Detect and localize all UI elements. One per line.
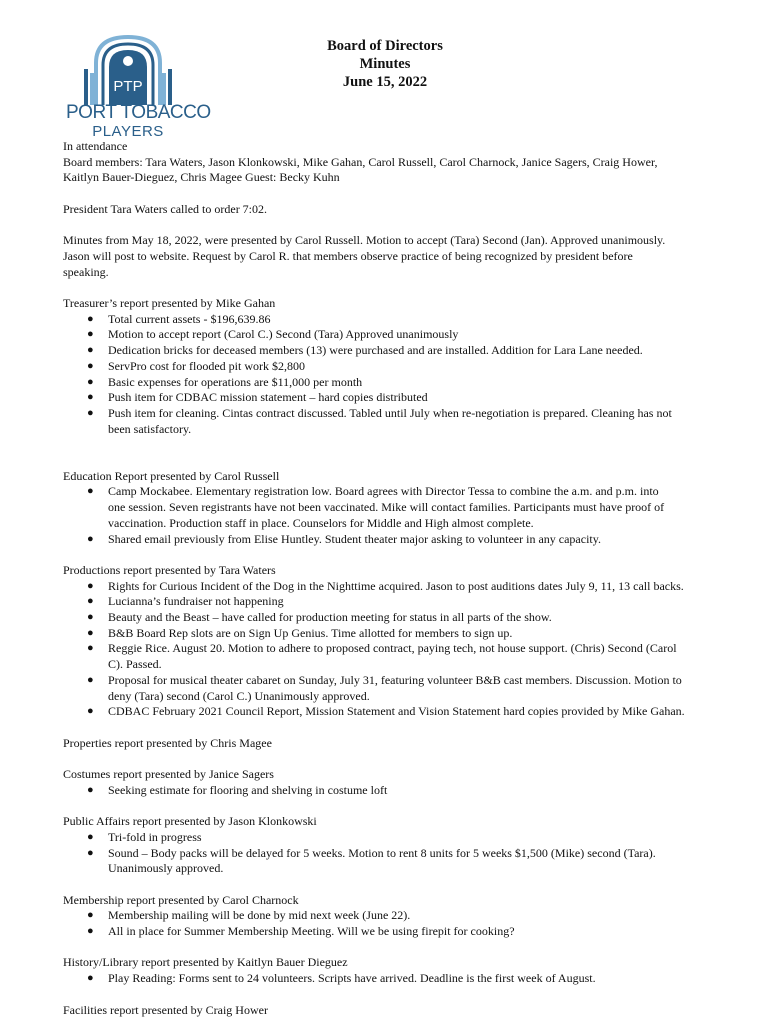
costumes-heading: Costumes report presented by Janice Sagers — [63, 767, 274, 782]
bullet-line: Unanimously approved. — [108, 861, 224, 876]
bullet-icon: ● — [87, 359, 94, 372]
bullet-icon: ● — [87, 972, 94, 985]
bullet-item — [63, 626, 723, 642]
bullet-item — [63, 406, 723, 437]
bullet-item — [63, 327, 723, 343]
bullet-item — [63, 924, 723, 940]
bullet-icon: ● — [87, 344, 94, 357]
treasurer-heading: Treasurer’s report presented by Mike Gahan — [63, 295, 276, 310]
bullet-icon: ● — [87, 595, 94, 608]
bullet-item — [63, 846, 723, 877]
minutes-line: Jason will post to website. Request by Carol R. that members observe practice of being recognized by president before — [63, 248, 633, 263]
bullet-item — [63, 484, 723, 531]
bullet-line: Total current assets - $196,639.86 — [108, 311, 271, 326]
bullet-icon: ● — [87, 642, 94, 655]
bullet-item — [63, 359, 723, 375]
bullet-icon: ● — [87, 532, 94, 545]
bullet-icon: ● — [87, 391, 94, 404]
bullet-icon: ● — [87, 375, 94, 388]
document-header — [260, 37, 510, 91]
bullet-line: ServPro cost for flooded pit work $2,800 — [108, 358, 305, 373]
bullet-item — [63, 971, 723, 987]
treasurer-list — [63, 312, 723, 438]
properties-heading: Properties report presented by Chris Magee — [63, 735, 272, 750]
bullet-line: Lucianna’s fundraiser not happening — [108, 594, 284, 609]
bullet-line: Beauty and the Beast – have called for production meeting for status in all parts of the show. — [108, 610, 552, 625]
bullet-line: one session. Seven registrants have not been vaccinated. Mike will contact families. Participants must have proof of — [108, 500, 665, 515]
bullet-icon: ● — [87, 783, 94, 796]
bullet-item — [63, 390, 723, 406]
productions-heading: Productions report presented by Tara Waters — [63, 562, 276, 577]
facilities-heading: Facilities report presented by Craig Hower — [63, 1002, 268, 1017]
costumes-list — [63, 783, 723, 799]
membership-list — [63, 908, 723, 939]
bullet-item — [63, 783, 723, 799]
bullet-icon: ● — [87, 328, 94, 341]
bullet-item — [63, 343, 723, 359]
bullet-line: B&B Board Rep slots are on Sign Up Genius. Time allotted for members to sign up. — [108, 625, 513, 640]
bullet-line: Shared email previously from Elise Huntley. Student theater major asking to volunteer in any capacity. — [108, 531, 601, 546]
document-subtitle: Minutes — [359, 56, 411, 72]
bullet-item — [63, 830, 723, 846]
attendance-line: Board members: Tara Waters, Jason Klonkowski, Mike Gahan, Carol Russell, Carol Charnock, Janice Sagers, Craig Hower, — [63, 154, 658, 169]
history-list — [63, 971, 723, 987]
bullet-line: Dedication bricks for deceased members (13) were purchased and are installed. Addition for Lara Lane needed. — [108, 343, 643, 358]
bullet-line: Play Reading: Forms sent to 24 volunteers. Scripts have arrived. Deadline is the first week of August. — [108, 971, 596, 986]
bullet-line: Reggie Rice. August 20. Motion to adhere to proposed contract, paying tech, not house support. (Chris) Second (Carol — [108, 641, 677, 656]
bullet-item — [63, 908, 723, 924]
attendance-line: Kaitlyn Bauer-Dieguez, Chris Magee Guest: Becky Kuhn — [63, 170, 340, 185]
bullet-icon: ● — [87, 705, 94, 718]
bullet-item — [63, 673, 723, 704]
call-to-order: President Tara Waters called to order 7:02. — [63, 201, 268, 216]
theater-arch-icon — [66, 33, 190, 105]
bullet-item — [63, 579, 723, 595]
bullet-line: C). Passed. — [108, 657, 162, 672]
bullet-icon: ● — [87, 626, 94, 639]
bullet-item — [63, 704, 723, 720]
bullet-icon: ● — [87, 611, 94, 624]
logo-line2: PLAYERS — [92, 123, 164, 140]
bullet-icon: ● — [87, 909, 94, 922]
port-tobacco-players-logo — [66, 33, 211, 145]
public-affairs-list — [63, 830, 723, 877]
bullet-icon: ● — [87, 485, 94, 498]
bullet-line: Seeking estimate for flooring and shelving in costume loft — [108, 782, 388, 797]
bullet-line: Basic expenses for operations are $11,000 per month — [108, 374, 363, 389]
bullet-line: deny (Tara) second (Carol C.) Unanimously approved. — [108, 688, 370, 703]
bullet-item — [63, 312, 723, 328]
attendance-heading: In attendance — [63, 139, 128, 153]
bullet-line: vaccination. Production staff in place. Counselors for Middle and High almost complete. — [108, 515, 534, 530]
logo-pillar-text: PTP — [113, 78, 143, 95]
bullet-line: been satisfactory. — [108, 421, 192, 436]
bullet-icon: ● — [87, 925, 94, 938]
bullet-line: Sound – Body packs will be delayed for 5 weeks. Motion to rent 8 units for 5 weeks $1,500 (Mike) second (Tara). — [108, 845, 656, 860]
bullet-line: Push item for cleaning. Cintas contract discussed. Tabled until July when re-negotiation is prepared. Cleaning has not — [108, 405, 672, 420]
bullet-icon: ● — [87, 846, 94, 859]
bullet-icon: ● — [87, 830, 94, 843]
bullet-line: Camp Mockabee. Elementary registration low. Board agrees with Director Tessa to combine the a.m. and p.m. into — [108, 484, 659, 499]
minutes-body — [63, 139, 723, 1018]
bullet-icon: ● — [87, 406, 94, 419]
bullet-item — [63, 532, 723, 548]
bullet-line: Proposal for musical theater cabaret on Sunday, July 31, featuring volunteer B&B cast members. Discussion. Motion to — [108, 672, 682, 687]
bullet-line: Rights for Curious Incident of the Dog in the Nighttime acquired. Jason to post auditions dates July 9, 11, 13 call backs. — [108, 578, 684, 593]
bullet-line: CDBAC February 2021 Council Report, Mission Statement and Vision Statement hard copies provided by Mike Gahan. — [108, 704, 685, 719]
bullet-item — [63, 594, 723, 610]
bullet-line: All in place for Summer Membership Meeting. Will we be using firepit for cooking? — [108, 924, 515, 939]
history-heading: History/Library report presented by Kaitlyn Bauer Dieguez — [63, 955, 348, 970]
bullet-icon: ● — [87, 312, 94, 325]
bullet-item — [63, 610, 723, 626]
productions-list — [63, 579, 723, 720]
bullet-line: Push item for CDBAC mission statement – hard copies distributed — [108, 390, 428, 405]
education-list — [63, 484, 723, 547]
logo-line1: PORT TOBACCO — [66, 102, 211, 123]
bullet-line: Membership mailing will be done by mid next week (June 22). — [108, 908, 411, 923]
minutes-line: Minutes from May 18, 2022, were presented by Carol Russell. Motion to accept (Tara) Second (Jan). Approved unanimously. — [63, 233, 666, 248]
bullet-icon: ● — [87, 579, 94, 592]
membership-heading: Membership report presented by Carol Charnock — [63, 892, 299, 907]
bullet-item — [63, 641, 723, 672]
document-title: Board of Directors — [327, 38, 443, 54]
document-date: June 15, 2022 — [342, 74, 428, 90]
bullet-icon: ● — [87, 673, 94, 686]
bullet-item — [63, 375, 723, 391]
public-affairs-heading: Public Affairs report presented by Jason Klonkowski — [63, 814, 317, 829]
education-heading: Education Report presented by Carol Russell — [63, 468, 280, 483]
bullet-line: Motion to accept report (Carol C.) Second (Tara) Approved unanimously — [108, 327, 459, 342]
minutes-line: speaking. — [63, 264, 109, 279]
bullet-line: Tri-fold in progress — [108, 829, 202, 844]
